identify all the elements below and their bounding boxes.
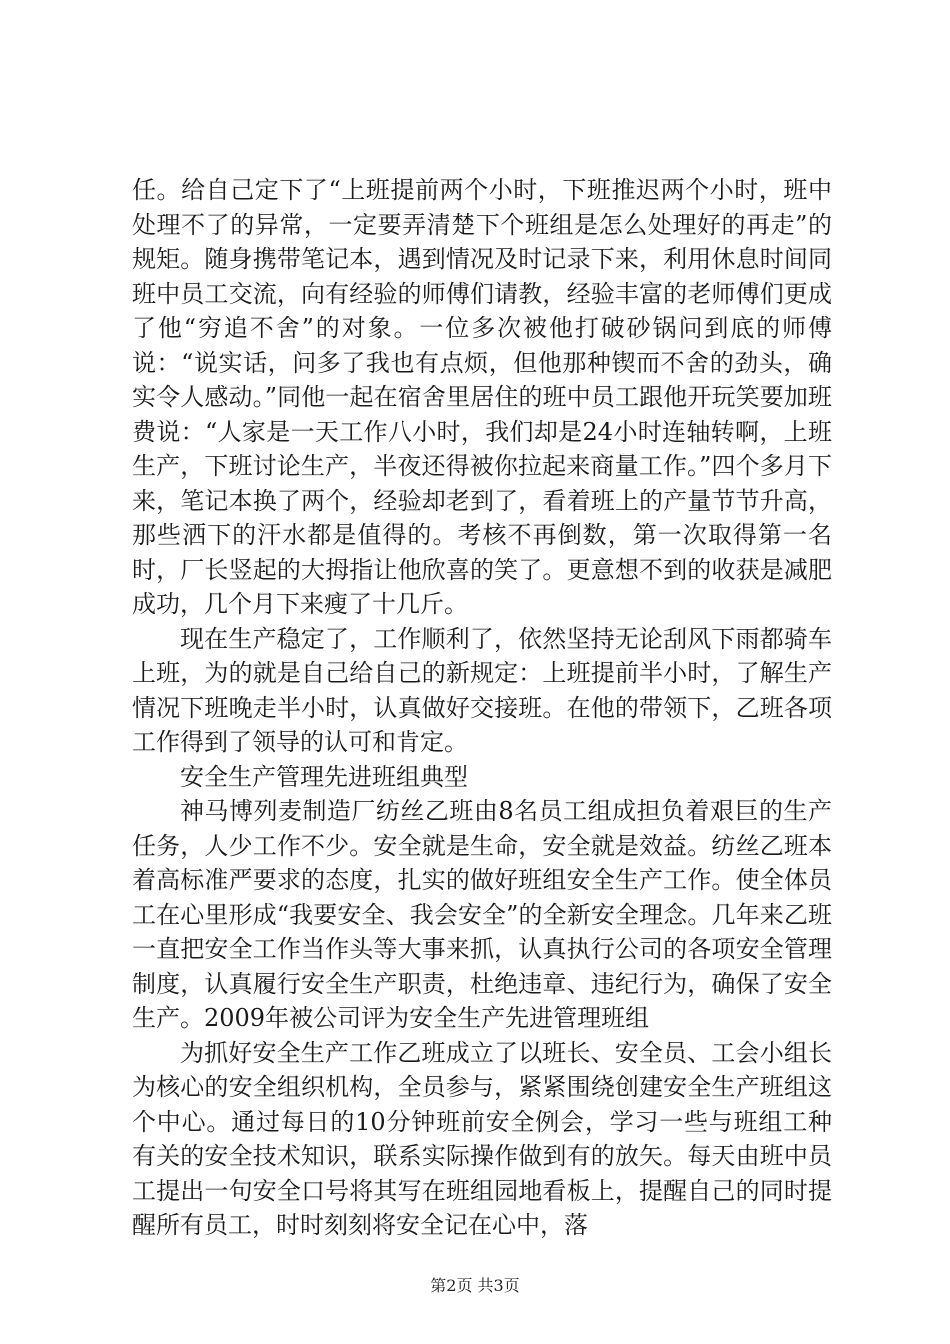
paragraph-2: 现在生产稳定了，工作顺利了，依然坚持无论刮风下雨都骑车上班，为的就是自己给自己的新规定：上班提前半小时，了解生产情况下班晚走半小时，认真做好交接班。在他的带领下，乙班各项工作得到了领导的认可和肯定。 xyxy=(132,624,832,756)
paragraph-1: 任。给自己定下了“上班提前两个小时，下班推迟两个小时，班中处理不了的异常，一定要弄清楚下个班组是怎么处理好的再走”的规矩。随身携带笔记本，遇到情况及时记录下来，利用休息时间同班中员工交流，向有经验的师傅们请教，经验丰富的老师傅们更成了他“穷追不舍”的对象。一位多次被他打破砂锅问到底的师傅说：“说实话，问多了我也有点烦，但他那种锲而不舍的劲头，确实令人感动。”同他一起在宿舍里居住的班中员工跟他开玩笑要加班费说：“人家是一天工作八小时，我们却是24小时连轴转啊，上班生产，下班讨论生产，半夜还得被你拉起来商量工作。”四个多月下来，笔记本换了两个，经验却老到了，看着班上的产量节节升高，那些洒下的汗水都是值得的。考核不再倒数，第一次取得第一名时，厂长竖起的大拇指让他欣喜的笑了。更意想不到的收获是减肥成功，几个月下来瘦了十几斤。 xyxy=(132,176,832,618)
paragraph-3: 神马博列麦制造厂纺丝乙班由8名员工组成担负着艰巨的生产任务，人少工作不少。安全就是生命，安全就是效益。纺丝乙班本着高标准严要求的态度，扎实的做好班组安全生产工作。使全体员工在心里形成“我要安全、我会安全”的全新安全理念。几年来乙班一直把安全工作当作头等大事来抓，认真执行公司的各项安全管理制度，认真履行安全生产职责，杜绝违章、违纪行为，确保了安全生产。2009年被公司评为安全生产先进管理班组 xyxy=(132,797,832,1032)
section-heading: 安全生产管理先进班组典型 xyxy=(180,762,468,791)
paragraph-4: 为抓好安全生产工作乙班成立了以班长、安全员、工会小组长为核心的安全组织机构，全员参与，紧紧围绕创建安全生产班组这个中心。通过每日的10分钟班前安全例会，学习一些与班组工种有关的安全技术知识，联系实际操作做到有的放矢。每天由班中员工提出一句安全口号将其写在班组园地看板上，提醒自己的同时提醒所有员工，时时刻刻将安全记在心中，落 xyxy=(132,1038,832,1239)
page-number-footer: 第2页 共3页 xyxy=(430,1276,520,1295)
document-body xyxy=(132,173,832,1243)
